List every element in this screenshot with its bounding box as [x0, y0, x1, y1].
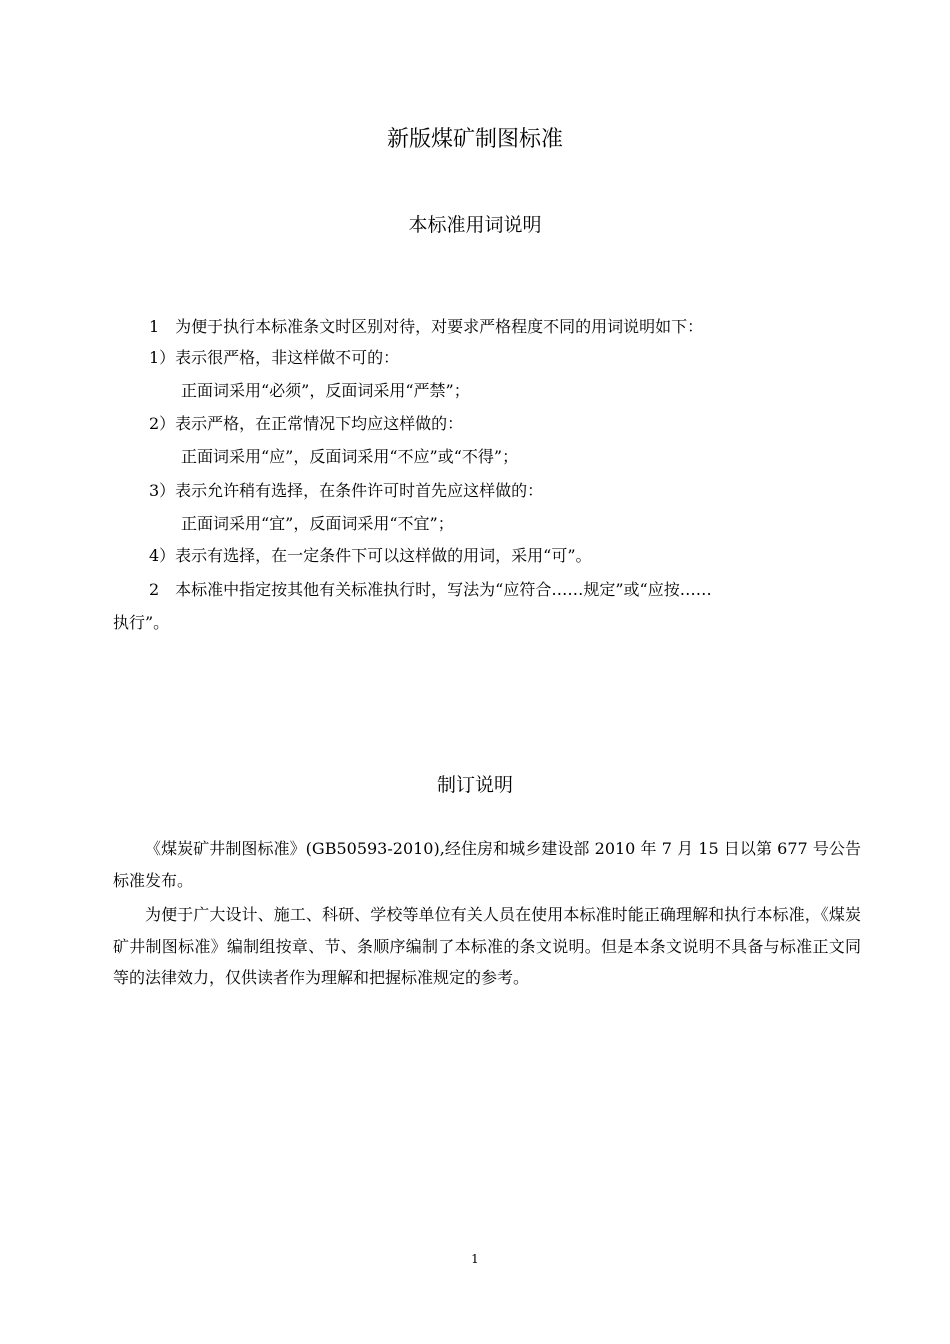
- usage-line-8: 4）表示有选择，在一定条件下可以这样做的用词，采用“可”。: [149, 546, 592, 565]
- page-number: 1: [471, 1252, 479, 1266]
- notes-paragraph-2: 为便于广大设计、施工、科研、学校等单位有关人员在使用本标准时能正确理解和执行本标准，《煤炭矿井制图标准》编制组按章、节、条顺序编制了本标准的条文说明。但是本条文说明不具备与标准正文同等的法律效力，仅供读者作为理解和把握标准规定的参考。: [113, 905, 861, 987]
- usage-line-4: 2）表示严格，在正常情况下均应这样做的：: [149, 414, 464, 433]
- usage-line-2: 1）表示很严格，非这样做不可的：: [149, 348, 400, 367]
- usage-line-1: 1 为便于执行本标准条文时区别对待，对要求严格程度不同的用词说明如下：: [149, 317, 704, 336]
- usage-line-3: 正面词采用“必须”，反面词采用“严禁”；: [181, 381, 470, 400]
- usage-line-10: 执行”。: [113, 613, 170, 632]
- notes-paragraph-1: 《煤炭矿井制图标准》(GB50593-2010),经住房和城乡建设部 2010 年 7 月 15 日以第 677 号公告标准发布。: [113, 839, 861, 890]
- usage-line-5: 正面词采用“应”，反面词采用“不应”或“不得”；: [181, 447, 519, 466]
- usage-line-7: 正面词采用“宜”，反面词采用“不宜”；: [181, 514, 454, 533]
- usage-section-heading: 本标准用词说明: [408, 214, 542, 236]
- document-title: 新版煤矿制图标准: [386, 127, 563, 152]
- usage-line-9: 2 本标准中指定按其他有关标准执行时，写法为“应符合……规定”或“应按……: [149, 580, 712, 599]
- notes-section-heading: 制订说明: [436, 774, 513, 796]
- usage-line-6: 3）表示允许稍有选择，在条件许可时首先应这样做的：: [149, 481, 544, 500]
